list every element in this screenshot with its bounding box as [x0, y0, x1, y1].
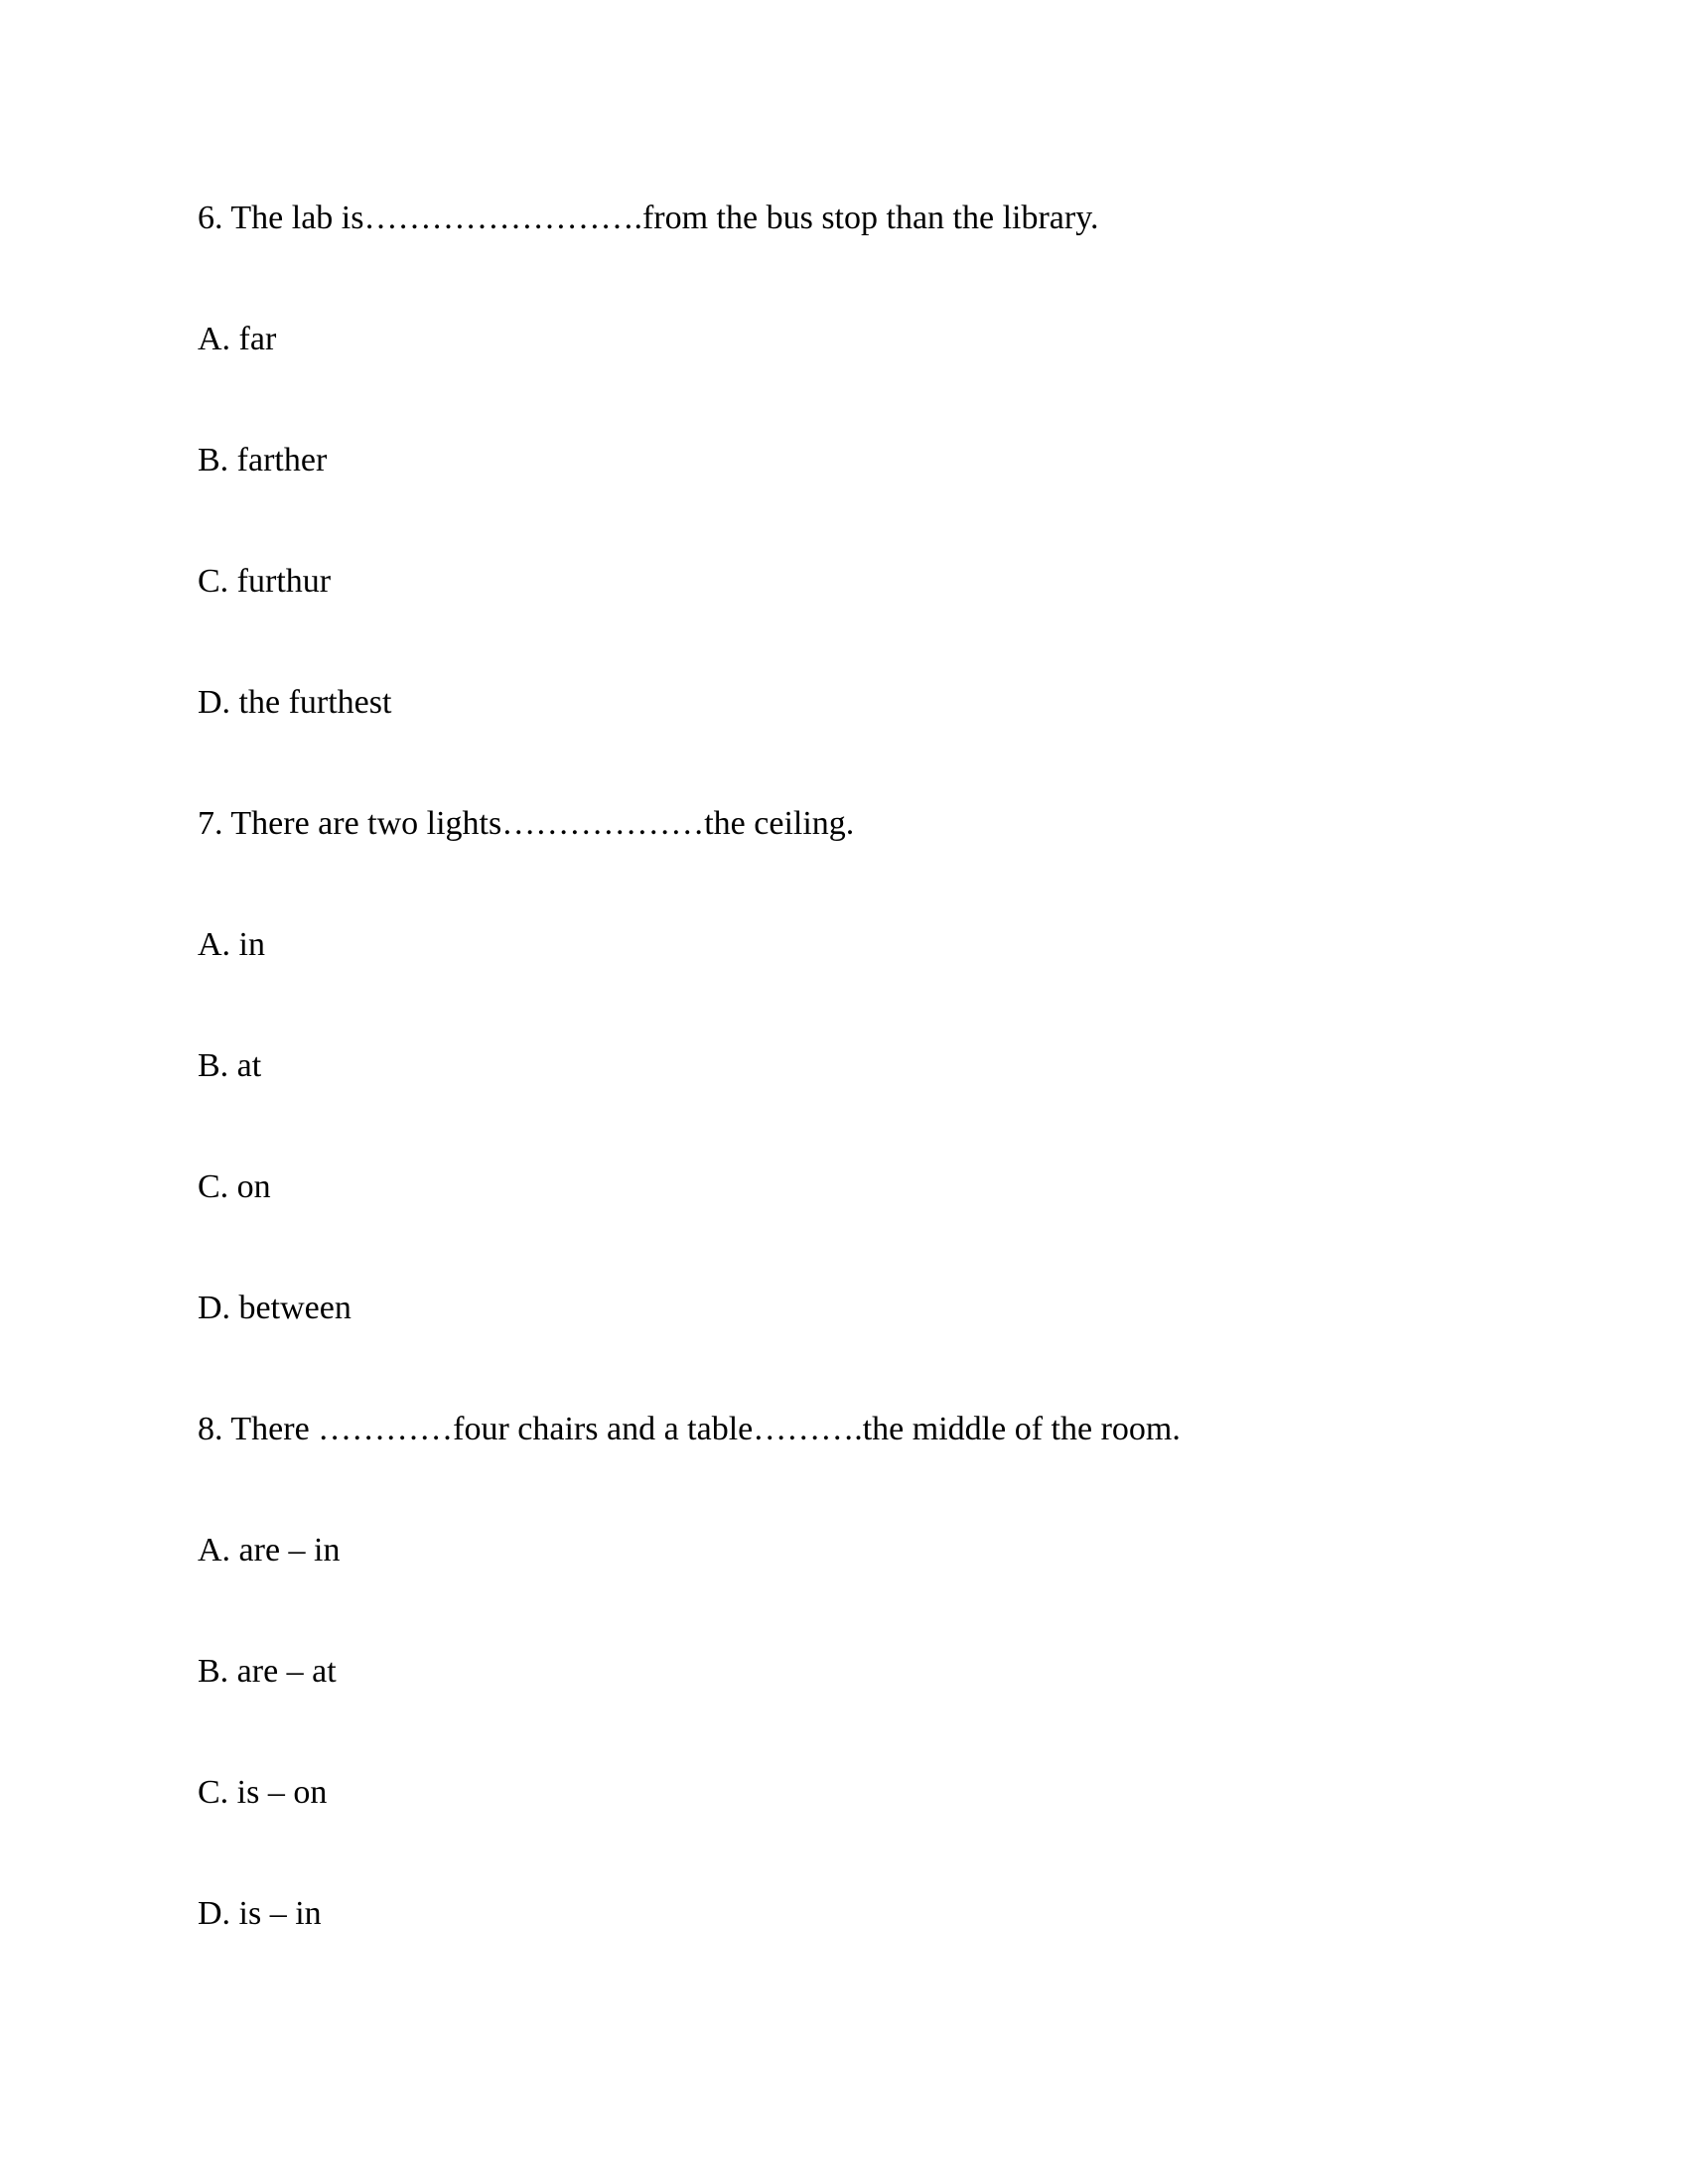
question-7-prompt: 7. There are two lights………………the ceiling.: [198, 805, 855, 842]
question-7-option-a: A. in: [198, 926, 265, 963]
question-7-option-b: B. at: [198, 1047, 262, 1084]
question-8-option-c: C. is – on: [198, 1774, 328, 1811]
question-6-option-d: D. the furthest: [198, 684, 392, 721]
question-6-option-a: A. far: [198, 321, 277, 357]
question-7-option-d: D. between: [198, 1290, 352, 1326]
question-8-option-a: A. are – in: [198, 1532, 341, 1569]
question-6-prompt: 6. The lab is…………………….from the bus stop than the library.: [198, 200, 1099, 236]
question-8-option-d: D. is – in: [198, 1895, 322, 1932]
question-7-option-c: C. on: [198, 1168, 271, 1205]
question-6-option-c: C. furthur: [198, 563, 332, 600]
question-6-option-b: B. farther: [198, 442, 328, 478]
question-8-option-b: B. are – at: [198, 1653, 337, 1690]
question-8-prompt: 8. There …………four chairs and a table……….the middle of the room.: [198, 1411, 1181, 1447]
